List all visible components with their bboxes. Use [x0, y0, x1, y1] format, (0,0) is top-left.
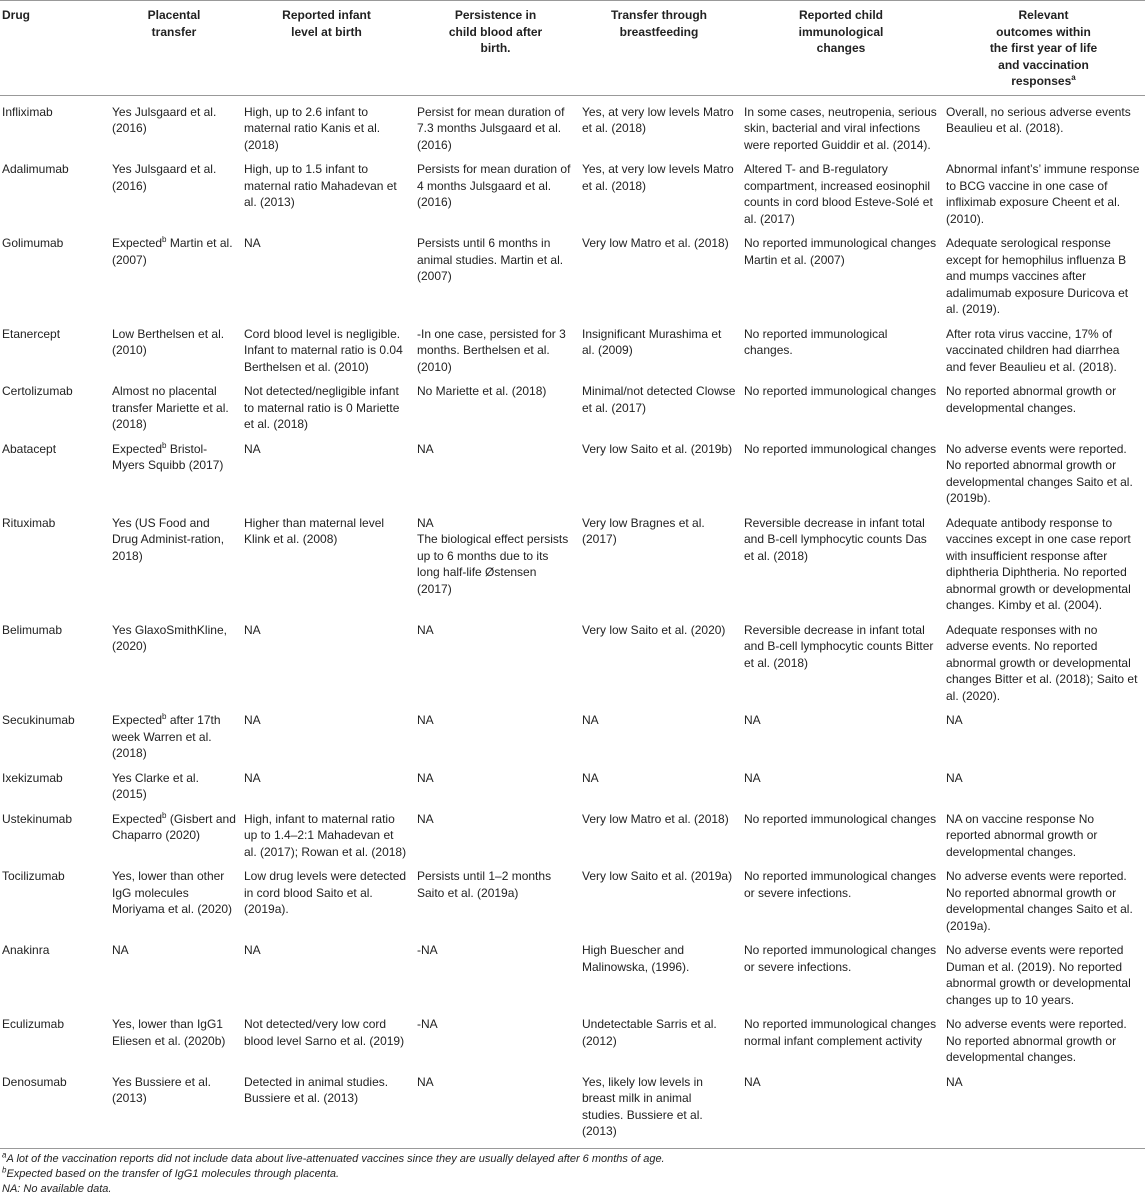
drug-cell: Certolizumab: [2, 384, 73, 398]
table-row: [0, 153, 1145, 227]
header-outcomes: [942, 1, 1145, 96]
immunological-cell: Reversible decrease in infant total and B-cell lymphocytic counts Bitter et al. (2018): [744, 622, 934, 670]
outcomes-cell: Adequate serological response except for hemophilus influenza B and mumps vaccines after adalimumab exposure Duricova et al. (2019).: [946, 236, 1129, 316]
immunological-cell: No reported immunological changes: [744, 384, 937, 398]
header-outcomes-sup: a: [1071, 73, 1076, 82]
header-drug: Drug: [0, 1, 108, 96]
infant-level-cell: NA: [244, 236, 261, 250]
placental-transfer-cell: Yes, lower than other IgG molecules Moriyama et al. (2020): [112, 869, 233, 916]
table-row: [0, 803, 1145, 861]
drug-cell: Belimumab: [2, 622, 63, 637]
footnotes: [0, 1149, 1145, 1197]
header-outcomes-text: Relevant outcomes within the first year of life and vaccination responses: [989, 8, 1098, 88]
placental-transfer-cell: Yes GlaxoSmithKline, (2020): [112, 622, 227, 653]
header-breastfeeding: [578, 1, 740, 96]
breastfeeding-cell: Very low Saito et al. (2019a): [582, 869, 733, 883]
breastfeeding-cell: Very low Saito et al. (2019b): [582, 441, 733, 456]
immunological-cell: In some cases, neutropenia, serious skin, bacterial and viral infections were reported Guiddir et al. (2014).: [744, 104, 937, 152]
persistence-cell: NA: [417, 441, 434, 456]
infant-level-cell: High, infant to maternal ratio up to 1.4–2:1 Mahadevan et al. (2017); Rowan et al. (2018): [244, 811, 407, 859]
immunological-cell: Altered T- and B-regulatory compartment, increased eosinophil counts in cord blood Esteve-Solé et al. (2017): [744, 162, 933, 226]
infant-level-cell: Detected in animal studies. Bussiere et al. (2013): [240, 1066, 413, 1149]
drug-cell: Ustekinumab: [2, 811, 73, 826]
header-placental-transfer: [108, 1, 240, 96]
immunological-cell: NA: [744, 770, 761, 785]
header-breastfeeding-text: Transfer through breastfeeding: [610, 8, 707, 39]
immunological-cell: No reported immunological changes.: [744, 326, 888, 357]
drug-cell: Etanercept: [2, 326, 61, 341]
drug-cell: Abatacept: [2, 441, 57, 456]
persistence-cell: -NA: [417, 1017, 438, 1031]
persistence-cell: -NA: [417, 943, 438, 957]
breastfeeding-cell: Yes, likely low levels in breast milk in animal studies. Bussiere et al. (2013): [578, 1066, 740, 1149]
immunological-cell: No reported immunological changes: [744, 441, 937, 456]
infant-level-cell: NA: [244, 441, 261, 456]
placental-transfer-cell: Low Berthelsen et al. (2010): [112, 326, 225, 357]
drug-cell: Anakinra: [2, 943, 50, 957]
breastfeeding-cell: Yes, at very low levels Matro et al. (2018): [582, 104, 734, 135]
placental-transfer-cell: Yes (US Food and Drug Administ-ration, 2018): [112, 515, 225, 563]
table-row: [0, 227, 1145, 318]
outcomes-cell: NA on vaccine response No reported abnormal growth or developmental changes.: [946, 811, 1098, 859]
placental-transfer-cell: NA: [112, 943, 129, 957]
infant-level-cell: NA: [244, 943, 261, 957]
table-row: [0, 375, 1145, 433]
outcomes-cell: NA: [946, 713, 963, 727]
persistence-cell: Persist for mean duration of 7.3 months Julsgaard et al. (2016): [417, 104, 565, 152]
immunological-cell: No reported immunological changes Martin et al. (2007): [744, 236, 937, 267]
breastfeeding-cell: NA: [582, 770, 599, 785]
placental-transfer-cell: Almost no placental transfer Mariette et al. (2018): [112, 384, 229, 431]
header-persistence-text: Persistence in child blood after birth.: [448, 8, 543, 55]
table-row: [0, 762, 1145, 803]
outcomes-cell: Adequate responses with no adverse events. No reported abnormal growth or developmental changes Bitter et al. (2018); Saito et al. (2020).: [946, 622, 1138, 703]
drug-cell: Infliximab: [2, 104, 53, 119]
breastfeeding-cell: Yes, at very low levels Matro et al. (2018): [582, 162, 734, 193]
placental-transfer-cell: Expected$^b$ after 17th week Warren et al. (2018): [112, 712, 221, 760]
header-infant-level-text: Reported infant level at birth: [282, 8, 371, 39]
outcomes-cell: NA: [946, 770, 963, 785]
footnote: NA: No available data.: [2, 1182, 112, 1195]
breastfeeding-cell: NA: [582, 713, 599, 727]
breastfeeding-cell: Insignificant Murashima et al. (2009): [582, 326, 722, 357]
infant-level-cell: Not detected/very low cord blood level Sarno et al. (2019): [244, 1017, 405, 1048]
placental-transfer-cell: Expected$^b$ Martin et al. (2007): [112, 235, 233, 267]
header-infant-level: [240, 1, 413, 96]
infant-level-cell: NA: [244, 713, 261, 727]
persistence-cell: NA: [417, 622, 434, 637]
outcomes-cell: Overall, no serious adverse events Beaulieu et al. (2018).: [946, 104, 1131, 135]
infant-level-cell: Cord blood level is negligible. Infant to maternal ratio is 0.04 Berthelsen et al. (2010): [244, 326, 403, 374]
placental-transfer-cell: Yes Julsgaard et al. (2016): [112, 104, 217, 135]
placental-transfer-cell: Yes, lower than IgG1 Eliesen et al. (2020b): [112, 1017, 226, 1048]
outcomes-cell: No adverse events were reported. No reported abnormal growth or developmental changes.: [946, 1017, 1127, 1064]
breastfeeding-cell: Very low Matro et al. (2018): [582, 811, 729, 826]
footnote: $^a$A lot of the vaccination reports did not include data about live-attenuated vaccines since they are usually delayed after 6 months of age.: [2, 1149, 665, 1165]
drug-cell: Denosumab: [0, 1066, 108, 1149]
outcomes-cell: Abnormal infant’s’ immune response to BCG vaccine in one case of infliximab exposure Cheent et al. (2010).: [946, 162, 1140, 226]
drug-cell: Ixekizumab: [2, 770, 63, 785]
infant-level-cell: Higher than maternal level Klink et al. (2008): [244, 515, 385, 546]
outcomes-cell: Adequate antibody response to vaccines except in one case report with insufficient response after diphtheria Diphtheria. No reported abnormal growth or developmental changes. Kimby et al. (2004).: [946, 515, 1131, 612]
drug-cell: Eculizumab: [2, 1017, 65, 1031]
persistence-cell: Persists until 1–2 months Saito et al. (2019a): [417, 869, 552, 900]
footnote: $^b$Expected based on the transfer of IgG1 molecules through placenta.: [2, 1164, 340, 1180]
drug-cell: Rituximab: [2, 515, 56, 530]
immunological-cell: NA: [740, 1066, 942, 1149]
immunological-cell: No reported immunological changes or severe infections.: [744, 943, 937, 974]
outcomes-cell: No reported abnormal growth or developmental changes.: [946, 384, 1117, 415]
persistence-cell: No Mariette et al. (2018): [417, 384, 547, 398]
immunological-cell: No reported immunological changes or severe infections.: [744, 869, 937, 900]
table-row: [0, 614, 1145, 705]
infant-level-cell: Low drug levels were detected in cord blood Saito et al. (2019a).: [244, 869, 407, 916]
drug-cell: Secukinumab: [2, 713, 75, 727]
placental-transfer-cell: Expected$^b$ Bristol-Myers Squibb (2017): [112, 440, 224, 472]
immunological-cell: No reported immunological changes normal infant complement activity: [744, 1017, 937, 1048]
table-row: [0, 1066, 1145, 1149]
outcomes-cell: NA: [942, 1066, 1145, 1149]
table-row: [0, 433, 1145, 507]
persistence-cell: NA: [417, 770, 434, 785]
persistence-cell: NA The biological effect persists up to 6 months due to its long half-life Østensen (2017): [417, 515, 569, 596]
infant-level-cell: NA: [244, 622, 261, 637]
header-outcomes-wrap: [989, 7, 1099, 90]
drug-cell: Tocilizumab: [2, 869, 65, 883]
drug-cell: Adalimumab: [2, 162, 69, 176]
outcomes-cell: No adverse events were reported. No reported abnormal growth or developmental changes Saito et al. (2019a).: [946, 869, 1133, 933]
breastfeeding-cell: Undetectable Sarris et al. (2012): [582, 1017, 717, 1048]
immunological-cell: NA: [744, 713, 761, 727]
table-row: [0, 507, 1145, 614]
persistence-cell: -In one case, persisted for 3 months. Berthelsen et al. (2010): [417, 326, 566, 374]
persistence-cell: NA: [413, 1066, 578, 1149]
persistence-cell: NA: [417, 713, 434, 727]
table-body: [0, 95, 1145, 1148]
infant-level-cell: Not detected/negligible infant to maternal ratio is 0 Mariette et al. (2018): [244, 384, 400, 431]
breastfeeding-cell: High Buescher and Malinowska, (1996).: [582, 943, 690, 974]
header-immunological-text: Reported child immunological changes: [798, 8, 884, 55]
breastfeeding-cell: Very low Bragnes et al. (2017): [582, 515, 705, 546]
placental-transfer-cell: Yes Clarke et al. (2015): [112, 770, 199, 801]
breastfeeding-cell: Very low Saito et al. (2020): [582, 622, 726, 637]
table-row: [0, 95, 1145, 153]
placental-transfer-cell: Yes Julsgaard et al. (2016): [112, 162, 217, 193]
table-row: [0, 704, 1145, 762]
table-row: [0, 860, 1145, 934]
infant-level-cell: NA: [244, 770, 261, 785]
table-row: [0, 318, 1145, 376]
header-immunological: [740, 1, 942, 96]
infant-level-cell: High, up to 1.5 infant to maternal ratio Mahadevan et al. (2013): [244, 162, 397, 209]
breastfeeding-cell: Minimal/not detected Clowse et al. (2017): [582, 384, 736, 415]
infant-level-cell: High, up to 2.6 infant to maternal ratio Kanis et al. (2018): [244, 104, 381, 152]
breastfeeding-cell: Very low Matro et al. (2018): [582, 236, 729, 250]
outcomes-cell: No adverse events were reported. No reported abnormal growth or developmental changes Saito et al. (2019b).: [946, 441, 1133, 505]
outcomes-cell: No adverse events were reported Duman et al. (2019). No reported abnormal growth or developmental changes up to 10 years.: [946, 943, 1131, 1007]
persistence-cell: Persists for mean duration of 4 months Julsgaard et al. (2016): [417, 162, 571, 209]
placental-transfer-cell: Expected$^b$ (Gisbert and Chaparro (2020): [112, 810, 236, 842]
immunological-cell: No reported immunological changes: [744, 811, 937, 826]
table-row: [0, 1008, 1145, 1066]
header-placental-transfer-text: Placental transfer: [147, 8, 201, 39]
persistence-cell: Persists until 6 months in animal studies. Martin et al. (2007): [417, 236, 564, 283]
header-row: [0, 1, 1145, 96]
table-row: [0, 934, 1145, 1008]
header-persistence: [413, 1, 578, 96]
placental-transfer-cell: Yes Bussiere et al. (2013): [108, 1066, 240, 1149]
outcomes-cell: After rota virus vaccine, 17% of vaccinated children had diarrhea and fever Beaulieu et al. (2018).: [946, 326, 1120, 374]
persistence-cell: NA: [417, 811, 434, 826]
drug-cell: Golimumab: [2, 236, 64, 250]
immunological-cell: Reversible decrease in infant total and B-cell lymphocytic counts Das et al. (2018): [744, 515, 927, 563]
